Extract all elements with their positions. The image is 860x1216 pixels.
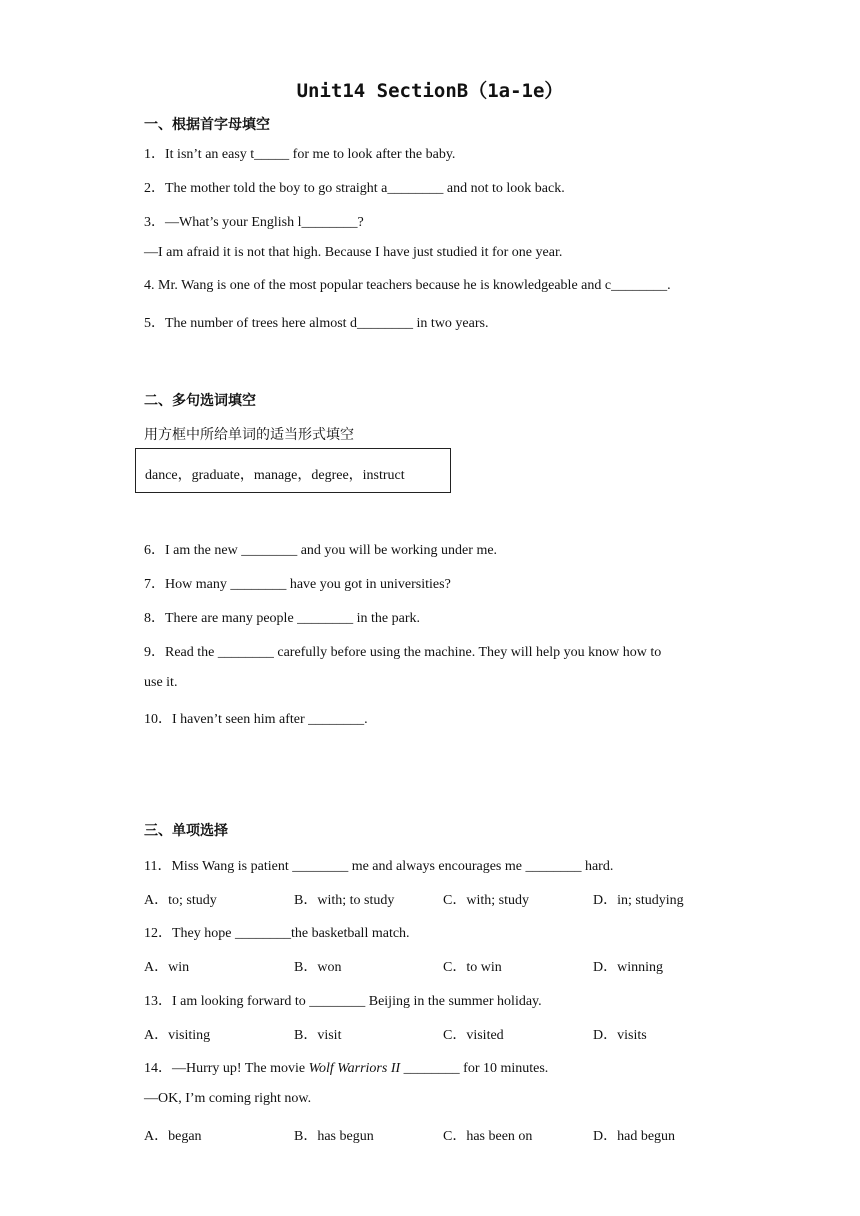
- question-10: 10．I haven’t seen him after ________.: [144, 712, 368, 727]
- option-b: B．visit: [294, 1028, 342, 1043]
- section-heading-3: 三、单项选择: [144, 823, 228, 839]
- option-c: C．to win: [443, 960, 502, 975]
- option-a: A．to; study: [144, 893, 217, 908]
- question-6: 6．I am the new ________ and you will be working under me.: [144, 543, 498, 558]
- question-3-reply: —I am afraid it is not that high. Because I have just studied it for one year.: [144, 245, 563, 260]
- question-12: 12．They hope ________the basketball match.: [144, 926, 410, 941]
- option-c: C．visited: [443, 1028, 504, 1043]
- question-1: 1．It isn’t an easy t_____ for me to look after the baby.: [144, 147, 456, 162]
- question-14: [144, 1057, 548, 1077]
- question-13: 13．I am looking forward to ________ Beijing in the summer holiday.: [144, 994, 542, 1009]
- option-d: D．winning: [593, 960, 663, 975]
- option-b: B．with; to study: [294, 893, 395, 908]
- word-box-text: dance，graduate，manage，degree，instruct: [145, 468, 405, 483]
- question-9: 9．Read the ________ carefully before using the machine. They will help you know how to: [144, 645, 662, 660]
- question-11: 11．Miss Wang is patient ________ me and always encourages me ________ hard.: [144, 859, 614, 874]
- question-14-stem-start: 14．—Hurry up! The movie: [144, 1061, 309, 1076]
- page-title: Unit14 SectionB（1a-1e）: [296, 80, 564, 102]
- option-a: A．visiting: [144, 1028, 211, 1043]
- question-9-continued: use it.: [144, 675, 178, 690]
- question-7: 7．How many ________ have you got in universities?: [144, 577, 451, 592]
- question-5: 5．The number of trees here almost d________ in two years.: [144, 316, 489, 331]
- question-8: 8．There are many people ________ in the park.: [144, 611, 421, 626]
- word-box: [135, 448, 451, 493]
- section-heading-1: 一、根据首字母填空: [144, 117, 270, 133]
- question-14-options: [144, 1125, 744, 1145]
- option-c: C．with; study: [443, 893, 529, 908]
- option-b: B．has begun: [294, 1129, 374, 1144]
- question-14-stem-end: ________ for 10 minutes.: [400, 1061, 549, 1076]
- question-11-options: [144, 889, 744, 909]
- option-d: D．in; studying: [593, 893, 684, 908]
- question-4: 4. Mr. Wang is one of the most popular teachers because he is knowledgeable and c________.: [144, 278, 671, 293]
- question-12-options: [144, 956, 744, 976]
- option-d: D．visits: [593, 1028, 647, 1043]
- option-c: C．has been on: [443, 1129, 533, 1144]
- section-heading-2: 二、多句选词填空: [144, 393, 256, 409]
- movie-title: Wolf Warriors II: [308, 1061, 401, 1076]
- question-13-options: [144, 1024, 744, 1044]
- question-3: 3．—What’s your English l________?: [144, 215, 364, 230]
- option-a: A．win: [144, 960, 190, 975]
- question-14-reply: —OK, I’m coming right now.: [144, 1091, 312, 1106]
- option-d: D．had begun: [593, 1129, 676, 1144]
- option-b: B．won: [294, 960, 342, 975]
- option-a: A．began: [144, 1129, 202, 1144]
- question-2: 2．The mother told the boy to go straight a________ and not to look back.: [144, 181, 565, 196]
- section-instruction: 用方框中所给单词的适当形式填空: [144, 427, 354, 443]
